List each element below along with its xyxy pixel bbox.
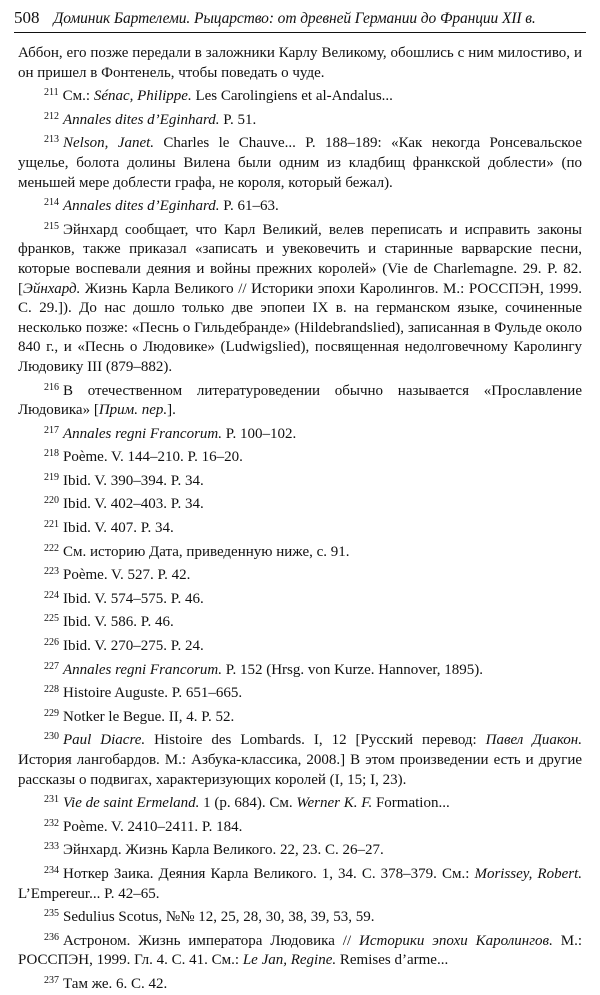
footnote-text: Poème. V. 527. P. 42. <box>63 567 191 584</box>
footnote-234 <box>18 861 582 904</box>
footnote-number: 213 <box>44 134 59 146</box>
footnote-number: 223 <box>44 566 59 578</box>
footnote-text: Remises d’arme... <box>336 952 449 969</box>
footnote-number: 212 <box>44 110 59 122</box>
footnote-text: М.: РОССПЭН, 1999. Гл. 4. С. 41. См.: <box>18 932 582 969</box>
footnote-number: 220 <box>44 495 59 507</box>
footnote-number: 237 <box>44 974 59 986</box>
footnote-224 <box>18 586 582 610</box>
footnote-text: Ibid. V. 407. P. 34. <box>63 520 174 537</box>
footnote-italic-text: Nelson, Janet. <box>63 135 155 152</box>
footnote-number: 232 <box>44 817 59 829</box>
footnote-text: Ibid. V. 586. P. 46. <box>63 614 174 631</box>
footnote-italic-text: Историки эпохи Каролингов. <box>359 932 553 949</box>
footnote-220 <box>18 491 582 515</box>
footnote-229 <box>18 704 582 728</box>
footnote-text: L’Empereur... P. 42–65. <box>18 885 160 902</box>
footnote-number: 222 <box>44 542 59 554</box>
footnote-text: Ibid. V. 390–394. P. 34. <box>63 472 204 489</box>
footnote-text: 1 (p. 684). См. <box>199 795 297 812</box>
footnote-text: P. 100–102. <box>222 425 297 442</box>
footnote-text: ]. <box>167 402 176 419</box>
footnote-237 <box>18 971 582 995</box>
footnote-text: См. историю Дата, приведенную ниже, с. 91. <box>63 543 350 560</box>
footnote-number: 227 <box>44 660 59 672</box>
footnote-italic-text: Прим. пер. <box>98 402 168 419</box>
footnote-number: 221 <box>44 519 59 531</box>
footnote-italic-text: Paul Diacre. <box>63 732 146 749</box>
footnote-text: Ноткер Заика. Деяния Карла Великого. 1, 34. С. 378–379. См.: <box>63 865 475 882</box>
footnote-number: 233 <box>44 841 59 853</box>
footnote-221 <box>18 515 582 539</box>
footnote-italic-text: Эйнхард. <box>23 280 81 297</box>
footnote-219 <box>18 468 582 492</box>
footnote-text: Poème. V. 2410–2411. P. 184. <box>63 818 243 835</box>
footnote-number: 211 <box>44 87 59 99</box>
footnote-number: 234 <box>44 864 59 876</box>
footnote-italic-text: Annales regni Francorum. <box>63 661 223 678</box>
footnote-text: Sedulius Scotus, №№ 12, 25, 28, 30, 38, 39, 53, 59. <box>63 909 375 926</box>
footnote-number: 215 <box>44 220 59 232</box>
footnote-number: 217 <box>44 424 59 436</box>
footnote-223 <box>18 562 582 586</box>
footnote-text: Poème. V. 144–210. P. 16–20. <box>63 449 243 466</box>
footnote-italic-text: Le Jan, Regine. <box>242 952 337 969</box>
footnote-228 <box>18 680 582 704</box>
footnote-number: 218 <box>44 448 59 460</box>
footnote-227 <box>18 657 582 681</box>
footnotes-list <box>18 83 582 994</box>
intro-paragraph: Аббон, его позже передали в заложники Карлу Великому, обошлись с ним милостиво, и он пришел в Фонтенель, чтобы поведать о чуде. <box>18 45 582 81</box>
running-header <box>14 8 586 33</box>
footnote-215 <box>18 217 582 378</box>
footnote-218 <box>18 444 582 468</box>
footnote-text: P. 51. <box>219 111 257 128</box>
footnote-number: 214 <box>44 197 59 209</box>
footnote-italic-text: Vie de saint Ermeland. <box>63 795 200 812</box>
page-number: 508 <box>14 8 40 27</box>
footnote-222 <box>18 539 582 563</box>
footnote-233 <box>18 837 582 861</box>
footnote-text: Notker le Begue. II, 4. P. 52. <box>63 708 235 725</box>
running-title: Доминик Бартелеми. Рыцарство: от древней Германии до Франции XII в. <box>53 10 536 27</box>
footnote-text: P. 152 (Hrsg. von Kurze. Hannover, 1895). <box>222 661 484 678</box>
footnote-number: 231 <box>44 794 59 806</box>
footnote-text: Жизнь Карла Великого // Историки эпохи Каролингов. М.: РОССПЭН, 1999. С. 29.]). До нас дошло только две эпопеи IX в. на германском языке, сочиненные несколько позже: «Песнь о Гильдебранде» (Hildebrandslied), записанная в Фульде около 840 г., и «Песнь о Людовике» (Ludwigslied), посвященная недолговечному Каролингу Людовику III (879–882). <box>18 280 582 375</box>
footnote-214 <box>18 193 582 217</box>
footnote-235 <box>18 904 582 928</box>
footnote-text: Charles le Chauve... P. 188–189: «Как некогда Ронсевальское ущелье, болота долины Вилена были одним из кладбищ франкской доблести» (по меньшей мере доблести графа, не короля, который бежал). <box>18 135 582 191</box>
footnote-226 <box>18 633 582 657</box>
footnote-text: Там же. 6. С. 42. <box>63 975 168 992</box>
footnote-number: 235 <box>44 908 59 920</box>
footnote-text: Formation... <box>372 795 450 812</box>
footnote-number: 226 <box>44 637 59 649</box>
footnote-text: Эйнхард. Жизнь Карла Великого. 22, 23. С. 26–27. <box>63 842 384 859</box>
footnote-text: См.: <box>62 88 94 105</box>
footnote-italic-text: Werner K. F. <box>296 795 373 812</box>
footnote-text: Ibid. V. 270–275. P. 24. <box>63 638 204 655</box>
footnote-italic-text: Annales dites d’Eginhard. <box>63 111 220 128</box>
footnote-212 <box>18 107 582 131</box>
footnote-text: История лангобардов. М.: Азбука-классика, 2008.] В этом произведении есть и другие рассказы о подвигах, характеризующих королей (I, 15; I, 23). <box>18 752 582 788</box>
footnote-231 <box>18 790 582 814</box>
footnote-number: 224 <box>44 589 59 601</box>
footnote-italic-text: Annales dites d’Eginhard. <box>63 198 220 215</box>
footnote-number: 230 <box>44 731 59 743</box>
footnote-217 <box>18 421 582 445</box>
footnote-text: В отечественном литературоведении обычно называется «Прославление Людовика» [ <box>18 382 582 419</box>
footnote-230 <box>18 727 582 790</box>
footnote-text: Астроном. Жизнь императора Людовика // <box>63 932 360 949</box>
footnote-italic-text: Павел Диакон. <box>485 732 582 749</box>
footnote-number: 219 <box>44 471 59 483</box>
footnote-216 <box>18 378 582 421</box>
footnote-number: 228 <box>44 684 59 696</box>
footnote-text: Ibid. V. 574–575. P. 46. <box>63 590 204 607</box>
footnote-text: Les Carolingiens et al-Andalus... <box>191 88 393 105</box>
footnote-213 <box>18 130 582 193</box>
footnote-italic-text: Morissey, Robert. <box>474 865 582 882</box>
footnote-number: 229 <box>44 707 59 719</box>
footnote-number: 216 <box>44 381 59 393</box>
footnote-italic-text: Sénac, Philippe. <box>93 88 192 105</box>
footnote-number: 236 <box>44 931 59 943</box>
footnote-236 <box>18 928 582 971</box>
footnote-text: Ibid. V. 402–403. P. 34. <box>63 496 204 513</box>
footnote-text: Histoire Auguste. P. 651–665. <box>63 685 243 702</box>
footnote-text: Эйнхард сообщает, что Карл Великий, велев переписать и исправить законы франков, также приказал «записать и увековечить и старинные варварские песни, которые воспевали деяния и войны прежних королей» (Vie de Charlemagne. 29. P. 82. [ <box>18 221 582 297</box>
footnote-text: P. 61–63. <box>219 198 279 215</box>
footnote-232 <box>18 814 582 838</box>
footnote-text: Histoire des Lombards. I, 12 [Русский перевод: <box>145 732 486 749</box>
footnote-211 <box>18 83 582 107</box>
footnote-number: 225 <box>44 613 59 625</box>
footnote-225 <box>18 609 582 633</box>
page-body <box>18 44 582 995</box>
footnote-italic-text: Annales regni Francorum. <box>63 425 223 442</box>
